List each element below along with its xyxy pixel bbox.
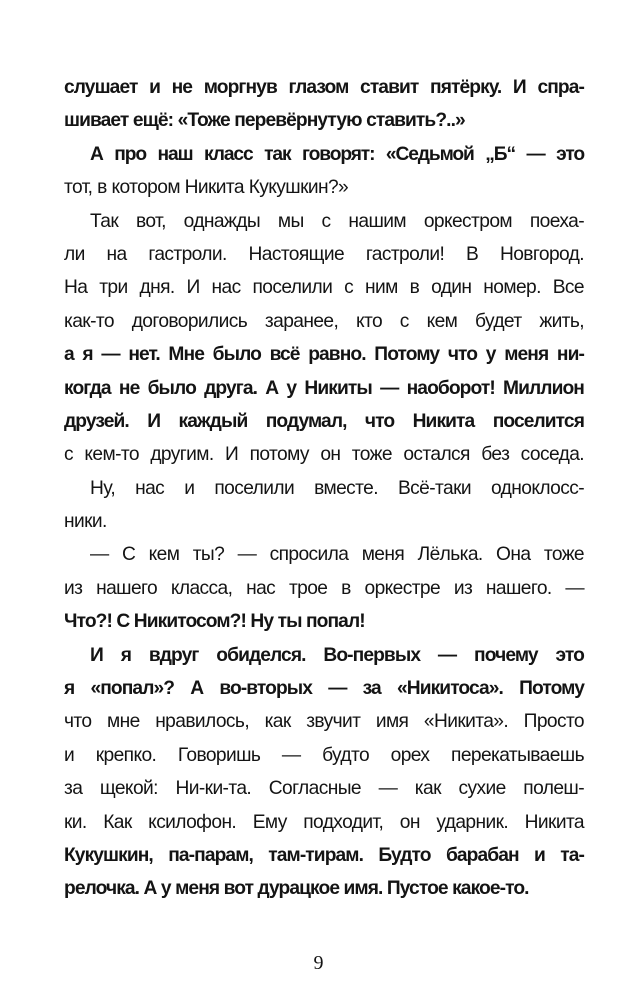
text-line: — С кем ты? — спросила меня Лёлька. Она тоже — [90, 544, 584, 566]
text-line: слушает и не моргнув глазом ставит пятёрку. И спра- — [64, 77, 584, 98]
text-line: за щекой: Ни-ки-та. Согласные — как сухие полеш- — [64, 778, 584, 800]
text-line: когда не было друга. А у Никиты — наоборот! Миллион — [64, 377, 584, 399]
text-line: из нашего класса, нас трое в оркестре из нашего. — — [64, 577, 584, 599]
page-number: 9 — [313, 952, 324, 974]
text-line: Кукушкин, па-парам, там-тирам. Будто барабан и та- — [64, 844, 584, 866]
body-text — [64, 71, 584, 906]
text-line: релочка. А у меня вот дурацкое имя. Пустое какое-то. — [64, 878, 529, 900]
text-line: я «попал»? А во-вторых — за «Никитоса». Потому — [64, 678, 584, 700]
text-line: друзей. И каждый подумал, что Никита поселится — [64, 410, 584, 432]
text-line: Так вот, однажды мы с нашим оркестром поеха- — [90, 210, 584, 232]
text-line: шивает ещё: «Тоже перевёрнутую ставить?..» — [64, 110, 465, 132]
text-line: как-то договорились заранее, кто с кем будет жить, — [64, 310, 584, 332]
text-line: ки. Как ксилофон. Ему подходит, он ударник. Никита — [64, 811, 584, 833]
text-line: тот, в котором Никита Кукушкин?» — [64, 177, 349, 199]
text-line: с кем-то другим. И потому он тоже остался без соседа. — [64, 444, 584, 466]
text-line: И я вдруг обиделся. Во-первых — почему это — [90, 644, 584, 666]
text-line: что мне нравилось, как звучит имя «Никита». Просто — [64, 711, 584, 733]
text-line: Что?! С Никитосом?! Ну ты попал! — [64, 611, 365, 633]
text-line: Ну, нас и поселили вместе. Всё-таки одноклосс- — [90, 477, 584, 499]
text-line: а я — нет. Мне было всё равно. Потому что у меня ни- — [64, 344, 584, 366]
text-line: ники. — [64, 511, 107, 533]
text-line: и крепко. Говоришь — будто орех перекатываешь — [64, 744, 584, 766]
text-line: А про наш класс так говорят: «Седьмой „Б“ — это — [90, 143, 584, 165]
text-line: ли на гастроли. Настоящие гастроли! В Новгород. — [64, 243, 584, 265]
text-line: На три дня. И нас поселили с ним в один номер. Все — [64, 277, 584, 299]
